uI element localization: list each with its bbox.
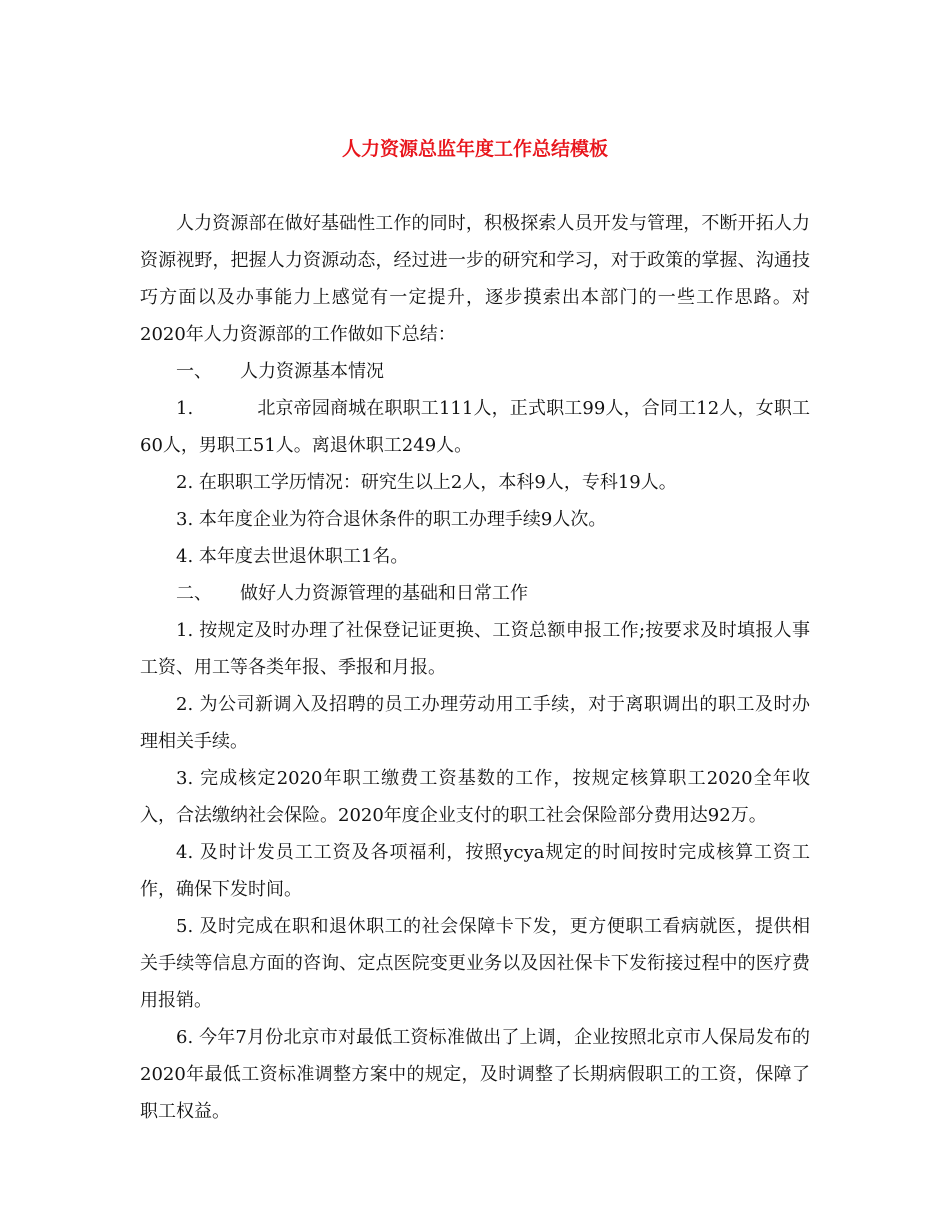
item-number: 1.: [176, 398, 194, 419]
section-number: 二、: [176, 583, 212, 604]
list-item: [140, 760, 810, 834]
list-item: [140, 686, 810, 760]
item-number: 2.: [176, 472, 194, 493]
item-number: 2.: [176, 694, 194, 715]
item-number: 3.: [176, 509, 194, 530]
list-item: [140, 538, 810, 575]
list-item: [140, 501, 810, 538]
list-item: [140, 612, 810, 686]
item-text: 今年7月份北京市对最低工资标准做出了上调，企业按照北京市人保局发布的2020年最低工资标准调整方案中的规定，及时调整了长期病假职工的工资，保障了职工权益。: [140, 1027, 810, 1122]
item-text: 本年度去世退休职工1名。: [198, 546, 409, 567]
list-item: [140, 464, 810, 501]
item-text: 按规定及时办理了社保登记证更换、工资总额申报工作;按要求及时填报人事工资、用工等各类年报、季报和月报。: [140, 620, 810, 678]
section-title: 人力资源基本情况: [240, 361, 384, 382]
item-text: 及时完成在职和退休职工的社会保障卡下发，更方便职工看病就医，提供相关手续等信息方面的咨询、定点医院变更业务以及因社保卡下发衔接过程中的医疗费用报销。: [140, 916, 810, 1011]
list-item: [140, 834, 810, 908]
item-number: 5.: [176, 916, 194, 937]
document-body: [140, 205, 810, 1130]
list-item: [140, 1019, 810, 1130]
item-text: 在职职工学历情况：研究生以上2人，本科9人，专科19人。: [198, 472, 677, 493]
item-number: 6.: [176, 1027, 194, 1048]
list-item: [140, 390, 810, 464]
list-item: [140, 908, 810, 1019]
item-text: 为公司新调入及招聘的员工办理劳动用工手续，对于离职调出的职工及时办理相关手续。: [140, 694, 810, 752]
section-1-heading: [140, 353, 810, 390]
document-title: 人力资源总监年度工作总结模板: [341, 138, 608, 160]
section-title: 做好人力资源管理的基础和日常工作: [240, 583, 528, 604]
item-text: 完成核定2020年职工缴费工资基数的工作，按规定核算职工2020全年收入，合法缴纳社会保险。2020年度企业支付的职工社会保险部分费用达92万。: [140, 768, 810, 826]
item-text: 北京帝园商城在职职工111人，正式职工99人，合同工12人，女职工60人，男职工51人。离退休职工249人。: [140, 398, 810, 456]
item-number: 4.: [176, 842, 194, 863]
item-number: 3.: [176, 768, 194, 789]
item-text: 及时计发员工工资及各项福利，按照ycya规定的时间按时完成核算工资工作，确保下发时间。: [140, 842, 810, 900]
section-2-heading: [140, 575, 810, 612]
item-number: 1.: [176, 620, 194, 641]
section-number: 一、: [176, 361, 212, 382]
item-text: 本年度企业为符合退休条件的职工办理手续9人次。: [198, 509, 607, 530]
item-number: 4.: [176, 546, 194, 567]
intro-paragraph: 人力资源部在做好基础性工作的同时，积极探索人员开发与管理，不断开拓人力资源视野，把握人力资源动态，经过进一步的研究和学习，对于政策的掌握、沟通技巧方面以及办事能力上感觉有一定提升，逐步摸索出本部门的一些工作思路。对2020年人力资源部的工作做如下总结：: [140, 213, 810, 345]
